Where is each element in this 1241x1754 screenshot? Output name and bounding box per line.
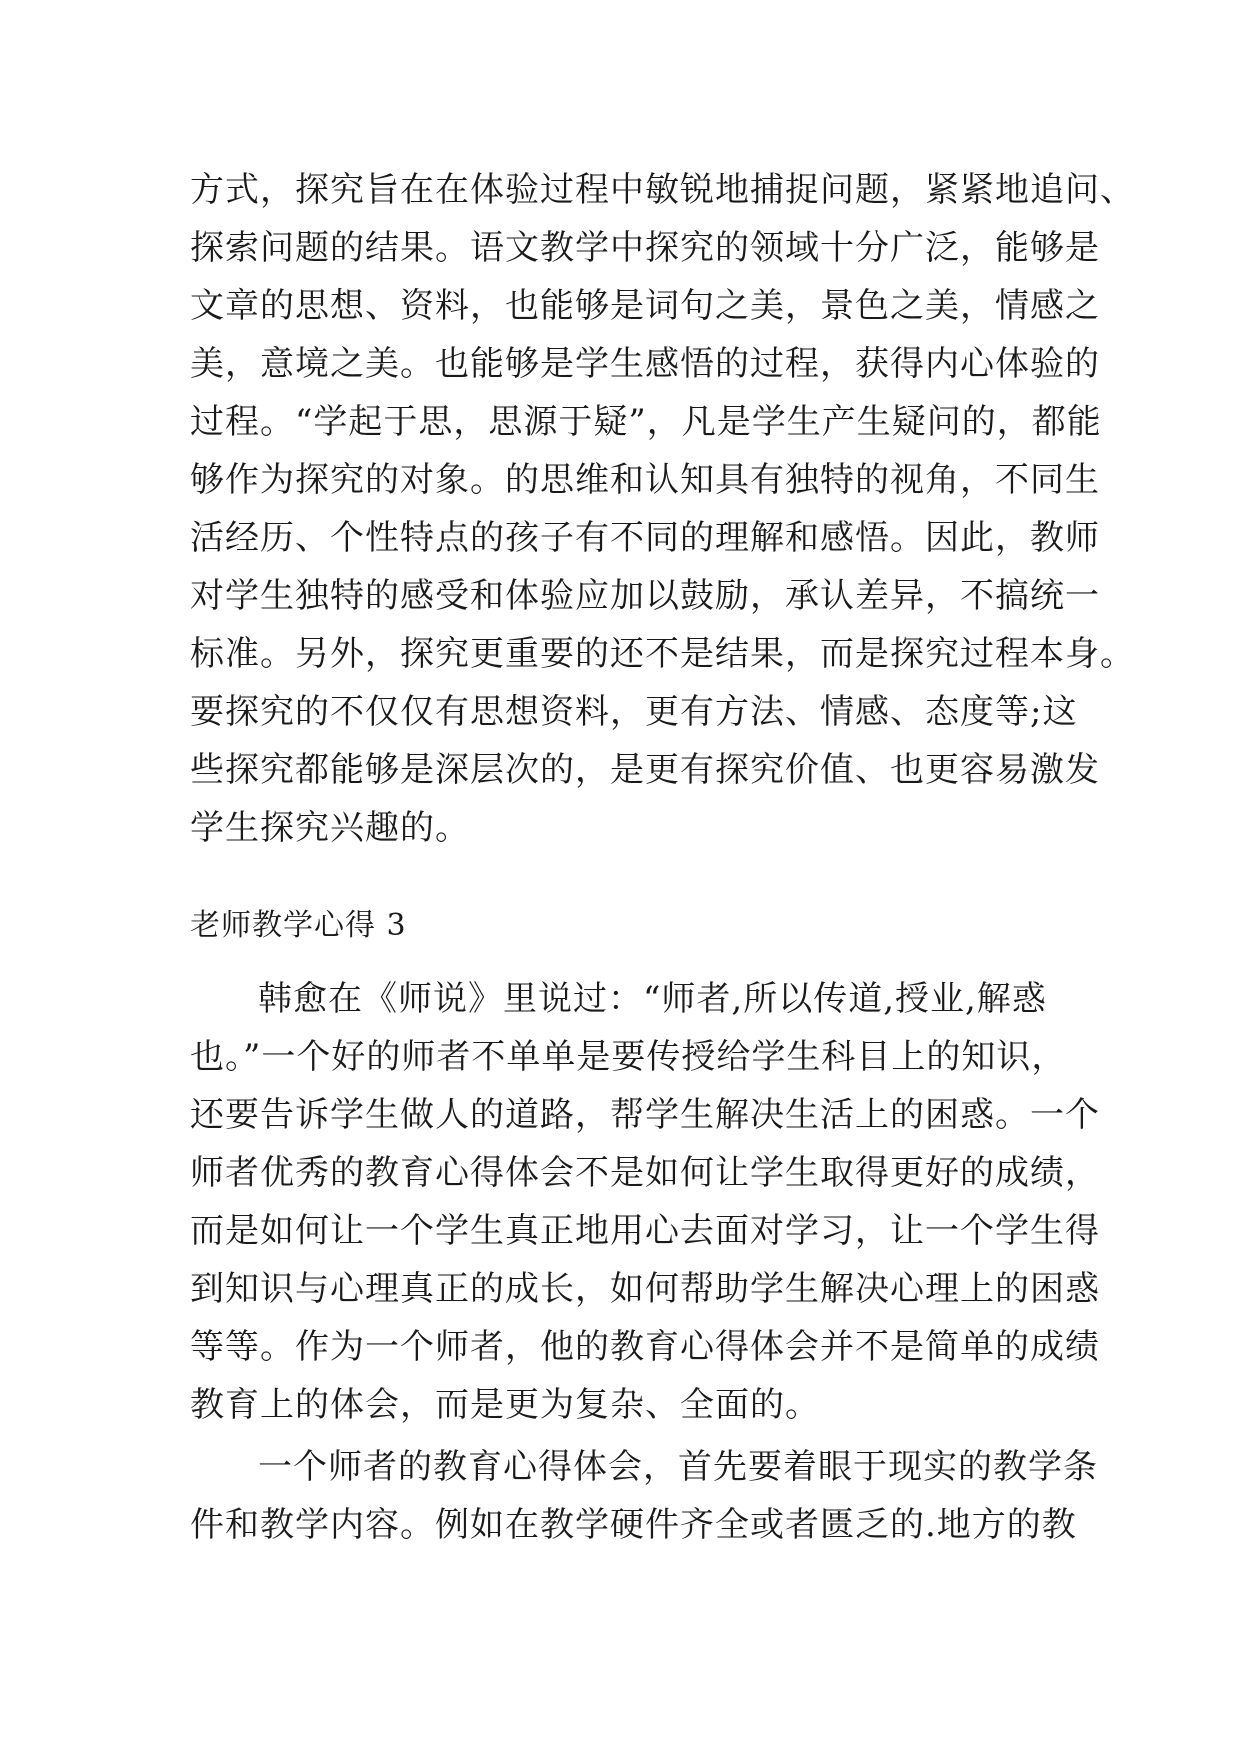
paragraph-line: 到知识与心理真正的成长，如何帮助学生解决心理上的困惑: [190, 1269, 1100, 1309]
paragraph-line: 探索问题的结果。语文教学中探究的领域十分广泛，能够是: [190, 228, 1100, 268]
paragraph-line: 也。”一个好的师者不单单是要传授给学生科目上的知识，: [190, 1037, 1067, 1077]
paragraph-line: 韩愈在《师说》里说过：“师者,所以传道,授业,解惑: [258, 979, 1047, 1019]
paragraph-line: 师者优秀的教育心得体会不是如何让学生取得更好的成绩，: [190, 1153, 1100, 1193]
section-heading: [190, 897, 1070, 955]
paragraph-line: 文章的思想、资料，也能够是词句之美，景色之美，情感之: [190, 286, 1100, 326]
paragraph-2: [190, 970, 1100, 1434]
paragraph-line: 对学生独特的感受和体验应加以鼓励，承认差异，不搞统一: [190, 576, 1100, 616]
section-heading-text: 老师教学心得 3: [190, 908, 407, 943]
paragraph-line: 教育上的体会，而是更为复杂、全面的。: [190, 1385, 820, 1425]
paragraph-3: [190, 1438, 1098, 1554]
paragraph-line: 够作为探究的对象。的思维和认知具有独特的视角，不同生: [190, 460, 1100, 500]
paragraph-line: 等等。作为一个师者，他的教育心得体会并不是简单的成绩: [190, 1327, 1100, 1367]
paragraph-1: [190, 161, 1135, 857]
paragraph-line: 一个师者的教育心得体会，首先要着眼于现实的教学条: [258, 1447, 1098, 1487]
paragraph-line: 要探究的不仅仅有思想资料，更有方法、情感、态度等;这: [190, 692, 1078, 732]
paragraph-line: 些探究都能够是深层次的，是更有探究价值、也更容易激发: [190, 750, 1100, 790]
paragraph-line: 过程。“学起于思，思源于疑”，凡是学生产生疑问的，都能: [190, 402, 1102, 442]
paragraph-line: 美，意境之美。也能够是学生感悟的过程，获得内心体验的: [190, 344, 1100, 384]
paragraph-line: 标准。另外，探究更重要的还不是结果，而是探究过程本身。: [190, 634, 1135, 674]
paragraph-line: 件和教学内容。例如在教学硬件齐全或者匮乏的.地方的教: [190, 1505, 1077, 1545]
paragraph-line: 还要告诉学生做人的道路，帮学生解决生活上的困惑。一个: [190, 1095, 1100, 1135]
paragraph-line: 学生探究兴趣的。: [190, 808, 470, 848]
paragraph-line: 而是如何让一个学生真正地用心去面对学习，让一个学生得: [190, 1211, 1100, 1251]
paragraph-line: 方式，探究旨在在体验过程中敏锐地捕捉问题，紧紧地追问、: [190, 170, 1135, 210]
paragraph-line: 活经历、个性特点的孩子有不同的理解和感悟。因此，教师: [190, 518, 1100, 558]
